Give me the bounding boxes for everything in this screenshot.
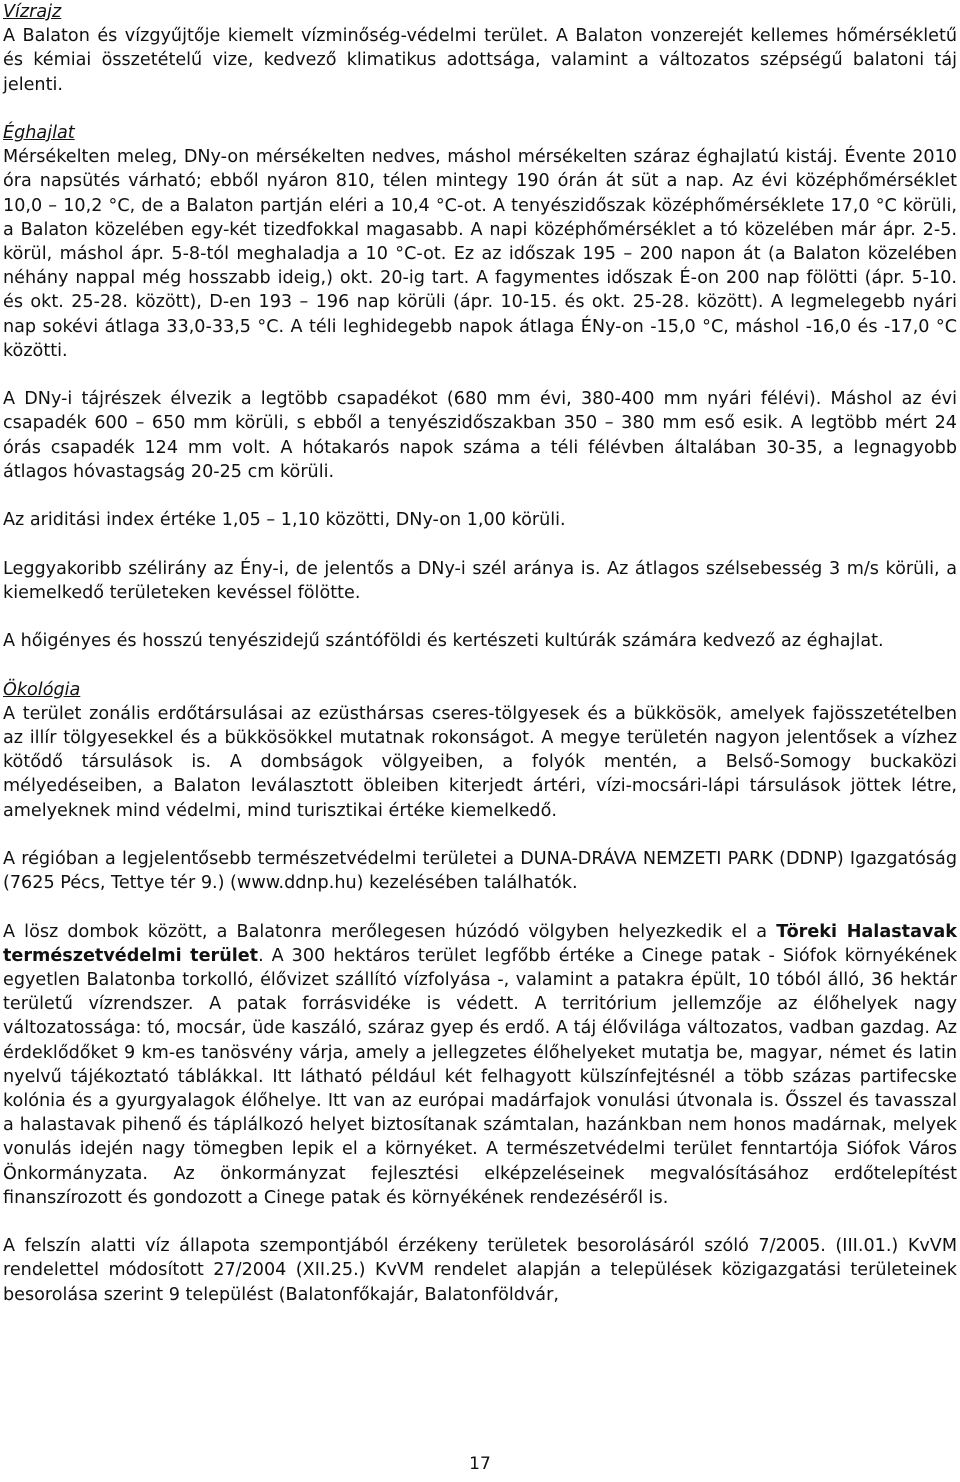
toreki-text-before: A lösz dombok között, a Balatonra merőlegesen húzódó völgyben helyezkedik el a [3,921,777,942]
paragraph-eghajlat-szel: Leggyakoribb szélirány az Ény-i, de jelentős a DNy-i szél aránya is. Az átlagos szélsebesség 3 m/s körüli, a kiemelkedő területeken kevéssel fölötte. [3,558,957,603]
paragraph-eghajlat-ariditas: Az ariditási index értéke 1,05 – 1,10 közötti, DNy-on 1,00 körüli. [3,510,566,531]
paragraph-vizrajz: A Balaton és vízgyűjtője kiemelt vízminőség-védelmi terület. A Balaton vonzerejét kellemes hőmérsékletű és kémiai összetételű vize, kedvező klimatikus adottsága, valamint a változatos szépségű balatoni táj jelenti. [3,26,957,95]
paragraph-okologia-felszin-alatti-viz: A felszín alatti víz állapota szempontjából érzékeny területek besorolásáról szóló 7/2005. (III.01.) KvVM rendelettel módosított 27/2004 (XII.25.) KvVM rendelet alapján a települések közigazgatási területeinek besorolása szerint 9 települést (Balatonfőkajár, Balatonföldvár, [3,1236,957,1305]
heading-eghajlat: Éghajlat [3,123,75,143]
paragraph-eghajlat-homerseklet: Mérsékelten meleg, DNy-on mérsékelten nedves, máshol mérsékelten száraz éghajlatú kistáj. Évente 2010 óra napsütés várható; ebből nyáron 810, télen mintegy 190 órán át süt a nap. Az évi középhőmérséklet 10,0 – 10,2 °C, de a Balaton partján eléri a 10,4 °C-ot. A tenyészidőszak középhőmérséklete 17,0 °C körüli, a Balaton közelében egy-két tizedfokkal magasabb. A napi középhőmérséklet a tó közelében már ápr. 2-5. körül, máshol ápr. 5-8-tól meghaladja a 10 °C-ot. Ez az időszak 195 – 200 napon át (a Balaton közelében néhány nappal még hosszabb ideig,) okt. 20-ig tart. A fagymentes időszak É-on 200 nap fölötti (ápr. 5-10. és okt. 25-28. között), D-en 193 – 196 nap körüli (ápr. 10-15. és okt. 25-28. között). A legmelegebb nyári nap sokévi átlaga 33,0-33,5 °C. A téli leghidegebb napok átlaga ÉNy-on -15,0 °C, máshol -16,0 és -17,0 °C közötti. [3,147,957,361]
paragraph-eghajlat-csapadek: A DNy-i tájrészek élvezik a legtöbb csapadékot (680 mm évi, 380-400 mm nyári félévi). Máshol az évi csapadék 600 – 650 mm körüli, s ebből a tenyészidőszakban 350 – 380 mm eső esik. A legtöbb mért 24 órás csapadék 124 mm volt. A hótakarós napok száma a téli félévben általában 30-35, a legnagyobb átlagos hóvastagság 20-25 cm körüli. [3,389,957,482]
toreki-text-after: . A 300 hektáros terület legfőbb értéke a Cinege patak - Siófok környékének egyetlen Balatonba torkolló, élővizet szállító vízfolyása -, valamint a patakra épült, 10 tóból álló, 36 hektár területű vízrendszer. A patak forrásvidéke is védett. A territórium jellemzője az élőhelyek nagy változatossága: tó, mocsár, üde kaszáló, száraz gyep és erdő. A táj élővilága változatos, vadban gazdag. Az érdeklődőket 9 km-es tanösvény várja, amely a jellegzetes élőhelyeket mutatja be, magyar, német és latin nyelvű tájékoztató táblákkal. Itt látható például két felhagyott külszínfejtésnél a több százas partifecske kolónia és a gyurgyalagok élőhelye. Itt van az európai madárfajok vonulási útvonala is. Ősszel és tavasszal a halastavak pihenő és táplálkozó helyet biztosítanak számtalan, hazánkban nem honos madárnak, melyek vonulás idején nagy tömegben lepik el a környéket. A természetvédelmi terület fenntartója Siófok Város Önkormányzata. Az önkormányzat fejlesztési elképzeléseinek megvalósításához erdőtelepítést finanszírozott és gondozott a Cinege patak és környékének rendezéséről is. [3,945,957,1208]
toreki-bold-name: Töreki Halastavak természetvédelmi terület [3,921,957,966]
paragraph-eghajlat-kulturak: A hőigényes és hosszú tenyészidejű szántóföldi és kertészeti kultúrák számára kedvező az éghajlat. [3,631,884,652]
document-page [3,0,957,1307]
heading-vizrajz: Vízrajz [3,2,62,22]
paragraph-okologia-ddnp: A régióban a legjelentősebb természetvédelmi területei a DUNA-DRÁVA NEMZETI PARK (DDNP) Igazgatóság (7625 Pécs, Tettye tér 9.) (www.ddnp.hu) kezelésében találhatók. [3,849,957,894]
paragraph-okologia-toreki [3,920,957,1210]
paragraph-okologia-erdotarsulasok: A terület zonális erdőtársulásai az ezüsthársas cseres-tölgyesek és a bükkösök, amelyek fajösszetételben az illír tölgyesekkel és a bükkösökkel mutatnak rokonságot. A megye területén nagyon jelentősek a vízhez kötődő társulások is. A dombságok völgyeiben, a folyók mentén, a Belső-Somogy buckaközi mélyedéseiben, a Balaton leválasztott öbleiben kiterjedt ártéri, vízi-mocsári-lápi társulások jöttek létre, amelyeknek mind védelmi, mind turisztikai értéke kiemelkedő. [3,703,957,821]
heading-okologia: Ökológia [3,679,81,700]
page-number: 17 [469,1454,491,1474]
